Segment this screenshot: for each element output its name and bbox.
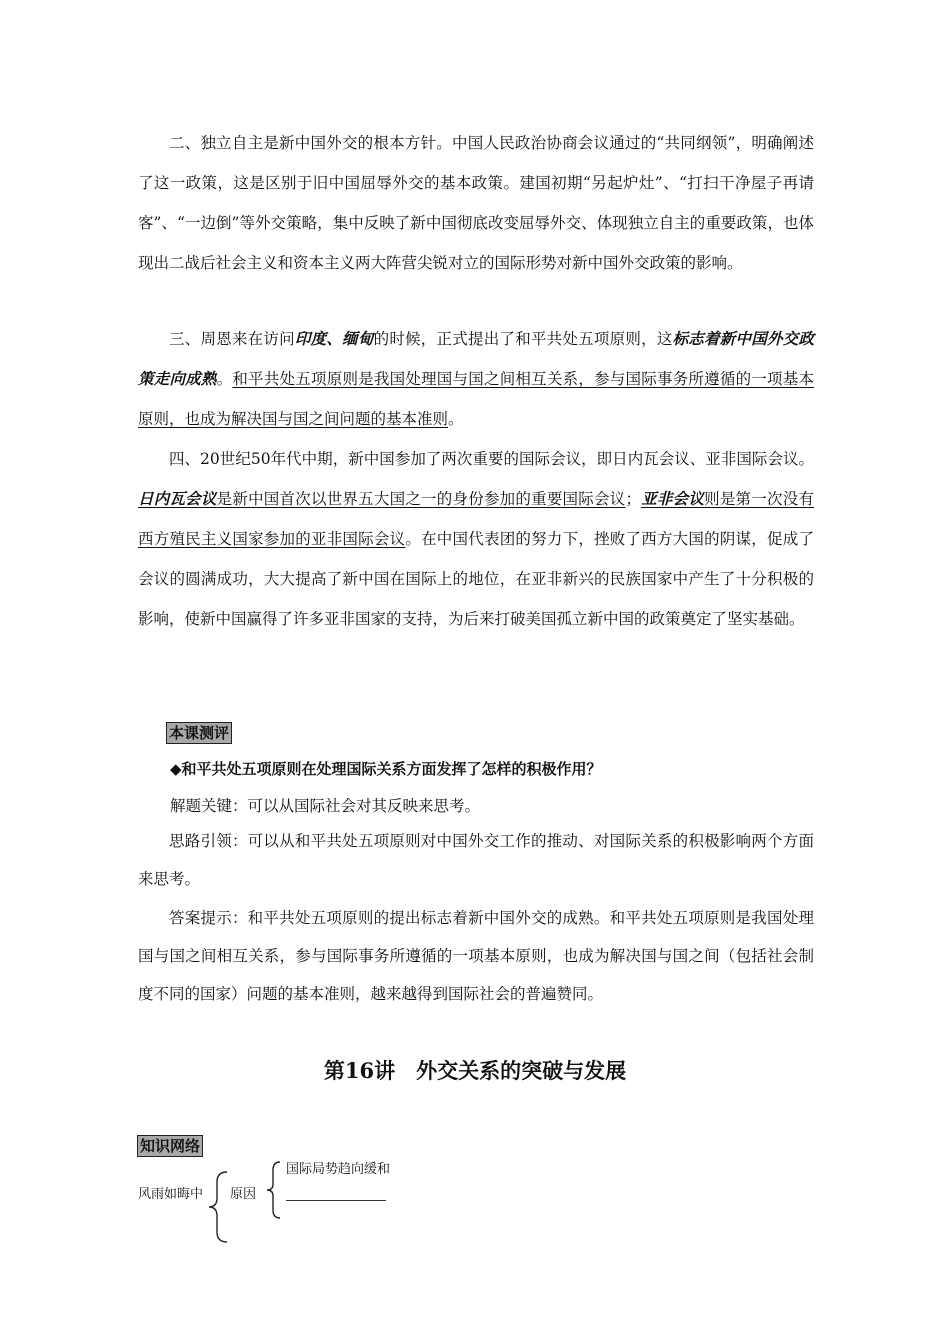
paragraph-five-principles	[138, 319, 814, 439]
text: 的时候，正式提出了和平共处五项原则，这	[373, 330, 673, 348]
paragraph-independence: 二、独立自主是新中国外交的根本方针。中国人民政治协商会议通过的“共同纲领”，明确阐述了这一政策，这是区别于旧中国屈辱外交的基本政策。建国初期“另起炉灶”、“打扫干净屋子再请客”、“一边倒”等外交策略，集中反映了新中国彻底改变屈辱外交、体现独立自主的重要政策，也体现出二战后社会主义和资本主义两大阵营尖锐对立的国际形势对新中国外交政策的影响。	[138, 134, 814, 272]
fill-in-blank	[286, 1200, 386, 1201]
text: 。	[448, 410, 464, 428]
paragraph-conferences	[138, 439, 814, 639]
review-guide: 思路引领：可以从和平共处五项原则对中国外交工作的推动、对国际关系的积极影响两个方面来思考。	[138, 832, 814, 888]
emphasis-bandung: 亚非会议	[640, 489, 705, 508]
text: 。	[216, 370, 233, 388]
brace-root-icon	[205, 1168, 235, 1246]
network-branch: 原因	[230, 1187, 257, 1202]
text: 三、周恩来在访问	[169, 330, 295, 348]
network-section-title: 知识网络	[137, 1135, 203, 1157]
emphasis-mature: 标志着新中国外交政策走向成熟	[138, 329, 814, 388]
underlined-principle: 和平共处五项原则是我国处理国与国之间相互关系，参与国际事务所遵循的一项基本原则，也成为解决国与国之间问题的基本准则	[138, 370, 814, 428]
brace-cause-icon	[264, 1158, 286, 1222]
underlined-bandung-desc: 则是第一次没有西方殖民主义国家参加的亚非国际会议	[138, 490, 814, 548]
text: 四、20世纪50年代中期，新中国参加了两次重要的国际会议，即日内瓦会议、亚非国际会议。	[169, 450, 814, 468]
review-key: 解题关键：可以从国际社会对其反映来思考。	[170, 797, 481, 815]
text: ；	[625, 490, 641, 508]
emphasis-geneva: 日内瓦会议	[138, 489, 217, 508]
network-leaf-1: 国际局势趋向缓和	[286, 1162, 391, 1177]
text: 。在中国代表团的努力下，挫败了西方大国的阴谋，促成了会议的圆满成功，大大提高了新中国在国际上的地位，在亚非新兴的民族国家中产生了十分积极的影响，使新中国赢得了许多亚非国家的支持，为后来打破美国孤立新中国的政策奠定了坚实基础。	[138, 530, 814, 628]
network-root: 风雨如晦中	[138, 1187, 204, 1202]
lecture-title: 第16讲 外交关系的突破与发展	[323, 1058, 627, 1083]
underlined-geneva-desc: 是新中国首次以世界五大国之一的身份参加的重要国际会议	[216, 490, 626, 508]
review-section-title: 本课测评	[166, 722, 232, 744]
review-question: ◆和平共处五项原则在处理国际关系方面发挥了怎样的积极作用？	[170, 760, 602, 778]
review-answer: 答案提示：和平共处五项原则的提出标志着新中国外交的成熟。和平共处五项原则是我国处理国与国之间相互关系，参与国际事务所遵循的一项基本原则，也成为解决国与国之间（包括社会制度不同的国家）问题的基本准则，越来越得到国际社会的普遍赞同。	[138, 909, 814, 1003]
emphasis-countries: 印度、缅甸	[294, 329, 374, 348]
